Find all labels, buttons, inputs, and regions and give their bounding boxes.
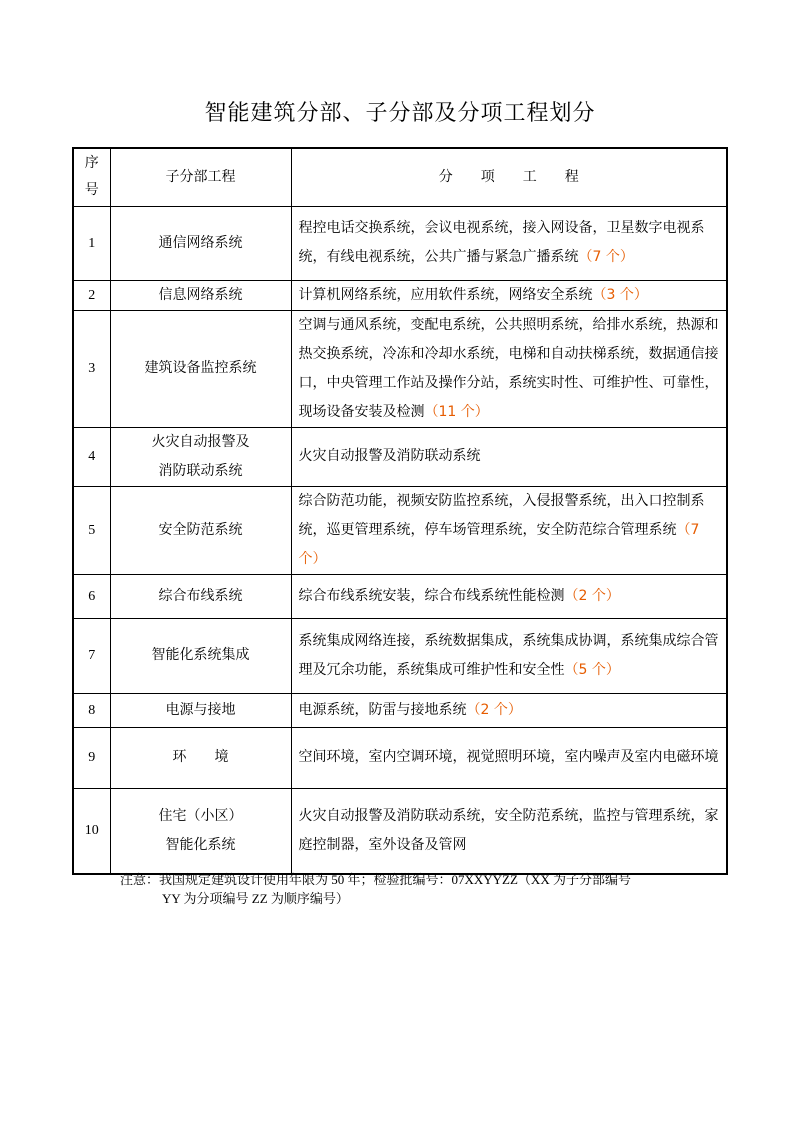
row-num: 5 [73,486,110,574]
row-items: 系统集成网络连接，系统数据集成，系统集成协调，系统集成综合管理及冗余功能，系统集成可维护性和安全性 [298,632,719,678]
row-items-cell [291,486,727,574]
header-num-cell [73,148,110,206]
row-items: 空间环境，室内空调环境，视觉照明环境，室内噪声及室内电磁环境 [298,749,719,765]
row-sub: 综合布线系统 [110,574,291,618]
row-sub: 建筑设备监控系统 [110,310,291,427]
row-items: 火灾自动报警及消防联动系统 [298,448,481,464]
row-sub: 电源与接地 [110,693,291,727]
row-items-cell [291,310,727,427]
row-num: 9 [73,727,110,788]
row-sub: 信息网络系统 [110,280,291,310]
row-sub: 通信网络系统 [110,206,291,280]
row-items: 火灾自动报警及消防联动系统，安全防范系统，监控与管理系统，家庭控制器，室外设备及管网 [298,807,719,853]
row-sub-line1: 火灾自动报警及 [151,433,250,450]
table-row [73,486,727,574]
table-row [73,693,727,727]
row-sub-line2: 智能化系统 [165,836,236,853]
row-count: （7 个） [298,521,700,567]
row-items: 空调与通风系统，变配电系统，公共照明系统，给排水系统，热源和热交换系统，冷冻和冷却水系统，电梯和自动扶梯系统，数据通信接口，中央管理工作站及操作分站，系统实时性、可维护性、可靠性，现场设备安装及检测 [298,316,719,420]
row-items-cell [291,280,727,310]
row-items: 综合防范功能，视频安防监控系统，入侵报警系统，出入口控制系统，巡更管理系统，停车场管理系统，安全防范综合管理系统 [298,492,705,538]
row-items: 综合布线系统安装，综合布线系统性能检测 [298,587,565,604]
row-sub: 智能化系统集成 [110,618,291,693]
row-items-cell [291,618,727,693]
table-header-row [73,148,727,206]
page-title: 智能建筑分部、子分部及分项工程划分 [204,101,596,126]
row-items-cell [291,574,727,618]
row-items-cell [291,788,727,874]
row-items: 电源系统，防雷与接地系统 [298,701,467,718]
row-items-cell [291,206,727,280]
row-sub: 安全防范系统 [110,486,291,574]
table-row [73,427,727,486]
header-num-top: 序 [84,155,99,172]
division-table [72,147,728,875]
row-count: （3 个） [592,286,648,303]
header-num-bottom: 号 [84,182,99,199]
header-items-cell: 分 项 工 程 [291,148,727,206]
row-count: （5 个） [564,661,620,678]
row-items: 程控电话交换系统，会议电视系统，接入网设备，卫星数字电视系统，有线电视系统，公共广播与紧急广播系统 [298,220,705,265]
row-sub: 环 境 [110,727,291,788]
footnote-line2: YY 为分项编号 ZZ 为顺序编号） [162,891,349,906]
table-row [73,310,727,427]
row-num: 6 [73,574,110,618]
row-items: 计算机网络系统，应用软件系统，网络安全系统 [298,286,593,303]
row-items-cell [291,693,727,727]
row-count: （11 个） [424,403,489,420]
row-sub-line1: 住宅（小区） [158,807,243,824]
row-count: （2 个） [564,587,620,604]
row-items-cell [291,727,727,788]
footnote-line1: 注意：我国规定建筑设计使用年限为 50 年；检验批编号：07XXYYZZ（XX 为子分部编号 [120,872,631,887]
row-sub-line2: 消防联动系统 [158,462,243,479]
table-row [73,574,727,618]
row-sub-cell [110,427,291,486]
row-items-cell [291,427,727,486]
table-row [73,206,727,280]
row-num: 8 [73,693,110,727]
footnote [120,870,631,908]
row-sub-cell [110,788,291,874]
row-num: 3 [73,310,110,427]
row-num: 1 [73,206,110,280]
table-row [73,788,727,874]
row-count: （7 个） [578,249,634,265]
row-num: 2 [73,280,110,310]
table-row [73,727,727,788]
row-num: 7 [73,618,110,693]
table-row [73,618,727,693]
header-sub-cell: 子分部工程 [110,148,291,206]
table-row [73,280,727,310]
row-num: 4 [73,427,110,486]
row-num: 10 [73,788,110,874]
row-count: （2 个） [466,701,522,718]
